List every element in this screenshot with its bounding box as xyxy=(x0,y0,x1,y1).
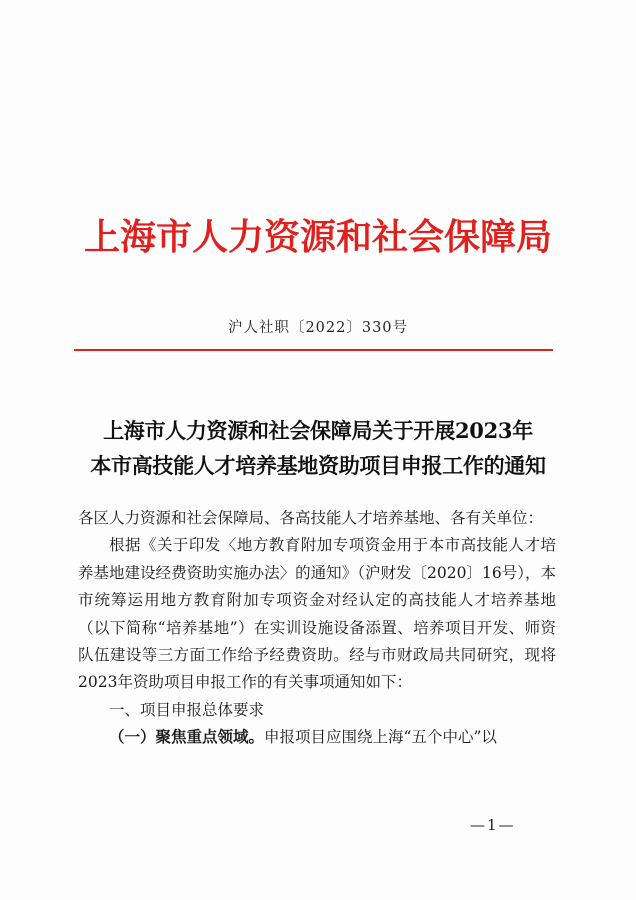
subsection-text: 申报项目应围绕上海“五个中心”以 xyxy=(264,728,497,747)
red-divider-line xyxy=(74,349,553,351)
document-number: 沪人社职〔2022〕330号 xyxy=(227,320,409,336)
notice-title xyxy=(60,413,576,483)
section-heading: 一、项目申报总体要求 xyxy=(109,700,265,719)
addressee-line: 各区人力资源和社会保障局、各高技能人才培养基地、各有关单位： xyxy=(78,509,544,527)
subsection-label: （一）聚焦重点领域。 xyxy=(109,728,265,747)
notice-body xyxy=(78,505,556,752)
agency-masthead: 上海市人力资源和社会保障局 xyxy=(83,216,552,258)
subsection-paragraph xyxy=(78,724,556,751)
title-line-2: 本市高技能人才培养基地资助项目申报工作的通知 xyxy=(90,453,546,478)
title-line-1: 上海市人力资源和社会保障局关于开展2023年 xyxy=(103,418,533,443)
body-paragraph: 根据《关于印发〈地方教育附加专项资金用于本市高技能人才培养基地建设经费资助实施办法〉的通知》（沪财发〔2020〕16号），本市统筹运用地方教育附加专项资金对经认定的高技能人才培养基地（以下简称“培养基地”）在实训设施设备添置、培养项目开发、师资队伍建设等三方面工作给予经费资助。经与市财政局共同研究，现将2023年资助项目申报工作的有关事项通知如下： xyxy=(78,536,556,692)
page-number: —1— xyxy=(470,816,516,834)
